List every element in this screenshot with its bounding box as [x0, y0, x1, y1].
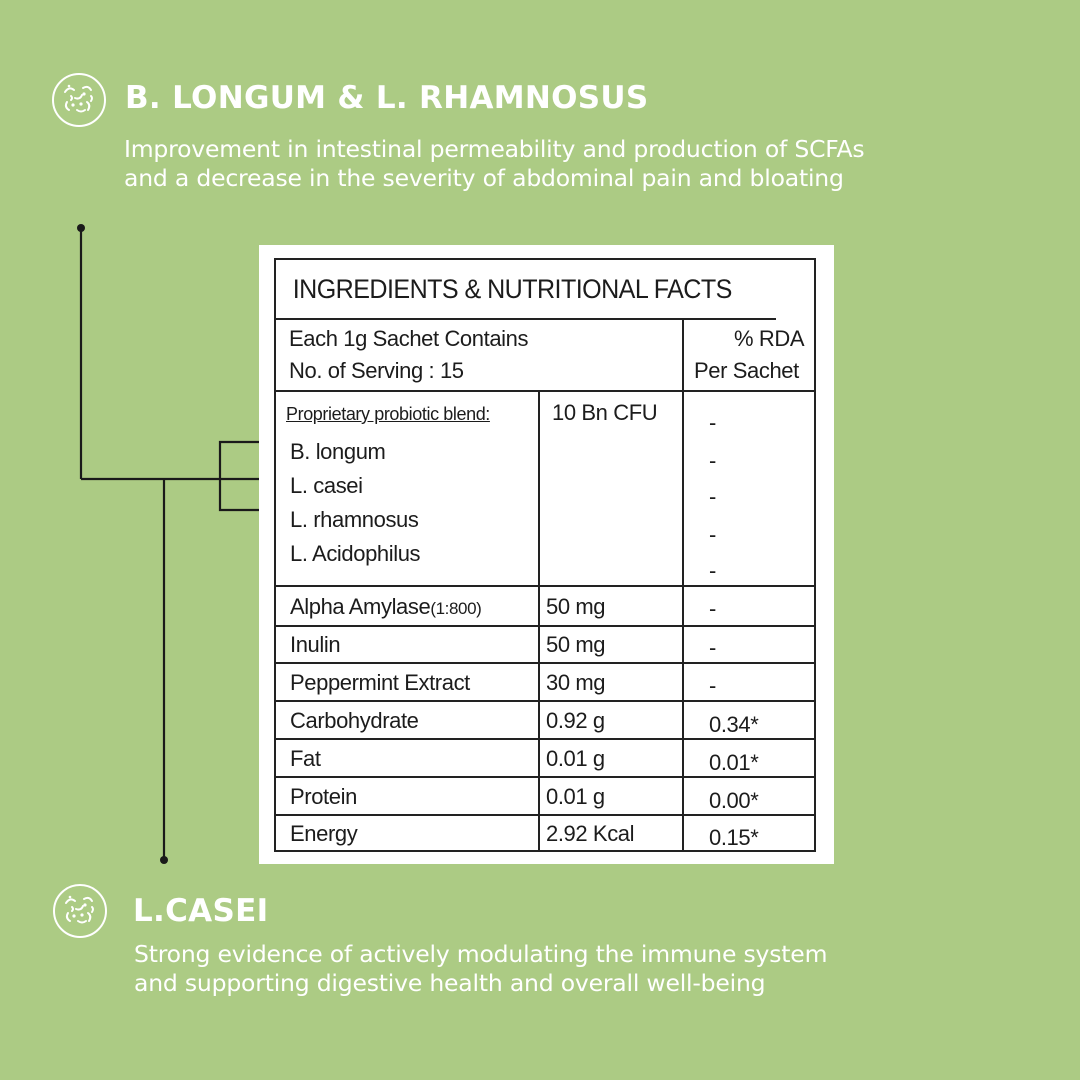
ingredient-name: Carbohydrate — [290, 708, 419, 733]
rda-header-line1: % RDA — [734, 326, 805, 351]
ingredient-rda: - — [709, 673, 716, 698]
ingredient-name: Energy — [290, 821, 358, 846]
ingredient-amount: 50 mg — [546, 594, 606, 619]
ingredient-rda: 0.00* — [709, 788, 759, 813]
ingredient-rda: 0.34* — [709, 712, 759, 737]
nutrition-facts-table — [274, 258, 816, 852]
strain-l-casei: L. casei — [290, 473, 363, 498]
strain-l-rhamnosus: L. rhamnosus — [290, 507, 419, 532]
ingredient-amount: 0.01 g — [546, 746, 605, 771]
probiotic-blend-label: Proprietary probiotic blend: — [286, 404, 490, 424]
feature-description-line: Improvement in intestinal permeability and production of SCFAs — [124, 135, 865, 163]
ingredient-amount: 50 mg — [546, 632, 606, 657]
ingredient-amount: 30 mg — [546, 670, 606, 695]
ingredient-name-text: Alpha Amylase — [290, 594, 431, 619]
blend-rda-value: - — [709, 484, 716, 509]
rda-header-line2: Per Sachet — [694, 358, 799, 383]
ingredient-name: Inulin — [290, 632, 341, 657]
probiotic-blend-amount: 10 Bn CFU — [552, 400, 658, 425]
blend-rda-value: - — [709, 558, 716, 583]
blend-rda-value: - — [709, 410, 716, 435]
ingredient-name — [290, 594, 481, 620]
bacteria-icon — [52, 883, 108, 939]
ingredient-rda: 0.15* — [709, 825, 759, 850]
strain-b-longum: B. longum — [290, 439, 386, 464]
feature-description-line: and a decrease in the severity of abdominal pain and bloating — [124, 164, 844, 192]
feature-description-l-casei — [134, 940, 827, 998]
ingredient-name: Peppermint Extract — [290, 670, 470, 695]
feature-description-line: Strong evidence of actively modulating the immune system — [134, 940, 828, 968]
feature-title-l-casei: L.CASEI — [133, 893, 269, 929]
blend-rda-value: - — [709, 522, 716, 547]
sachet-contains-text: Each 1g Sachet Contains — [289, 326, 529, 351]
ingredient-rda: - — [709, 596, 716, 621]
feature-description-line: and supporting digestive health and overall well-being — [134, 969, 766, 997]
table-title: INGREDIENTS & NUTRITIONAL FACTS — [276, 260, 776, 320]
ingredient-rda: - — [709, 635, 716, 660]
ingredient-rda: 0.01* — [709, 750, 759, 775]
ingredient-amount: 0.01 g — [546, 784, 605, 809]
feature-title-b-longum: B. LONGUM & L. RHAMNOSUS — [125, 80, 649, 116]
ingredient-amount: 0.92 g — [546, 708, 605, 733]
ingredient-name: Fat — [290, 746, 321, 771]
servings-text: No. of Serving : 15 — [289, 358, 464, 383]
ingredient-name: Protein — [290, 784, 357, 809]
blend-rda-value: - — [709, 448, 716, 473]
ingredient-name-suffix: (1:800) — [430, 599, 482, 618]
ingredient-amount: 2.92 Kcal — [546, 821, 635, 846]
strain-l-acidophilus: L. Acidophilus — [290, 541, 421, 566]
